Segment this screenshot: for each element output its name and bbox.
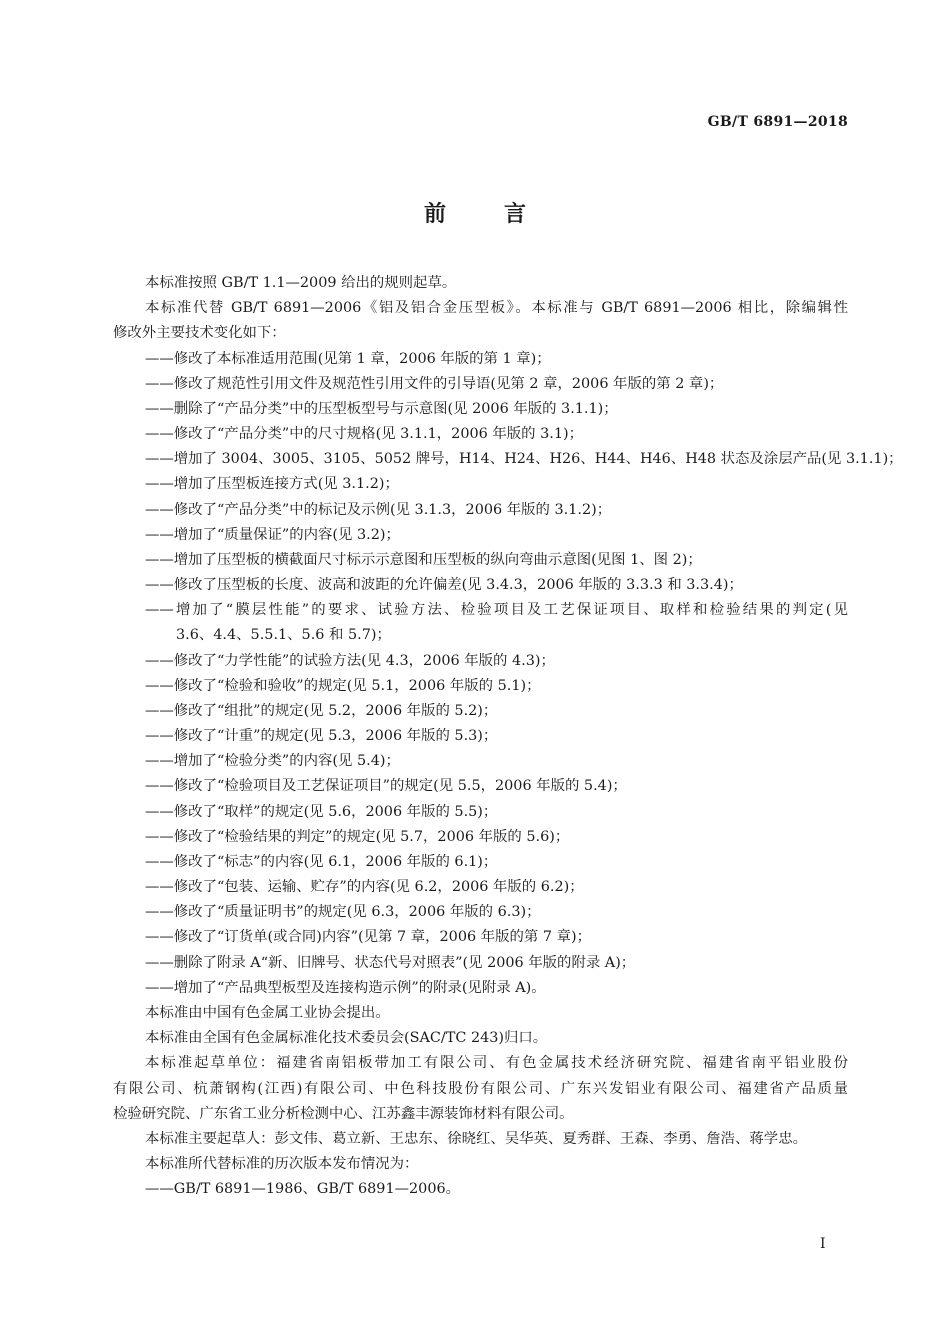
text-line: ——增加了压型板连接方式(见 3.1.2)； [145,476,399,493]
list-item [113,875,848,900]
history-list [113,1177,848,1202]
technical-changes-list [113,347,903,1001]
list-item [113,447,903,472]
text-line: ——修改了“计重”的规定(见 5.3，2006 年版的 5.3)； [145,728,498,745]
list-item [113,699,848,724]
list-item [113,850,848,875]
list-item [113,498,848,523]
text-line: 有限公司、杭萧钢构(江西)有限公司、中色科技股份有限公司、广东兴发铝业有限公司、福建省产品质量 [113,1080,848,1097]
list-item [113,422,848,447]
list-item [113,800,848,825]
text-line: ——增加了压型板的横截面尺寸标示示意图和压型板的纵向弯曲示意图(见图 1、图 2)； [145,551,702,568]
text-line: ——删除了附录 A“新、旧牌号、状态代号对照表”(见 2006 年版的附录 A)； [145,954,636,971]
text-line: ——修改了“产品分类”中的标记及示例(见 3.1.3，2006 年版的 3.1.2)； [145,501,612,518]
list-item [113,372,848,397]
text-line: ——增加了“产品典型板型及连接构造示例”的附录(见附录 A)。 [145,979,546,996]
text-line: 本标准按照 GB/T 1.1—2009 给出的规则起草。 [145,275,457,291]
list-item [113,397,848,422]
foreword-body [113,271,903,1202]
text-line: ——GB/T 6891—1986、GB/T 6891—2006。 [145,1181,461,1198]
list-item [113,774,848,799]
list-item [113,976,848,1001]
list-item [113,724,848,749]
paragraph [113,271,848,296]
text-line: ——增加了 3004、3005、3105、5052 牌号，H14、H24、H26、H44、H46、H48 状态及涂层产品(见 3.1.1)； [145,451,903,468]
list-item [113,472,848,497]
text-line: ——修改了规范性引用文件及规范性引用文件的引导语(见第 2 章，2006 年版的第 2 章)； [145,375,724,392]
text-line: 检验研究院、广东省工业分析检测中心、江苏鑫丰源装饰材料有限公司。 [113,1105,574,1122]
text-line: 本标准代替 GB/T 6891—2006《铝及铝合金压型板》。本标准与 GB/T 6891—2006 相比，除编辑性 [145,300,848,317]
list-item [113,951,848,976]
text-line: ——修改了“质量证明书”的规定(见 6.3，2006 年版的 6.3)； [145,904,541,921]
text-line: ——修改了“产品分类”中的尺寸规格(见 3.1.1，2006 年版的 3.1)； [145,426,583,443]
page-number: I [820,1236,826,1252]
intro-paragraphs [113,271,848,347]
paragraph [113,1152,848,1177]
list-item [113,925,848,950]
text-line: 本标准所代替标准的历次版本发布情况为： [145,1156,419,1173]
list-item [113,1177,848,1202]
page-title: 前言 [423,201,584,227]
paragraph [113,296,848,346]
list-item [113,548,848,573]
text-line: ——修改了“取样”的规定(见 5.6，2006 年版的 5.5)； [145,803,498,820]
list-item [113,649,848,674]
standard-number-header: GB/T 6891—2018 [707,114,848,130]
list-item [113,573,848,598]
text-line: ——修改了“检验项目及工艺保证项目”的规定(见 5.5，2006 年版的 5.4)； [145,778,627,795]
paragraph [113,1127,848,1152]
paragraph [113,1001,848,1026]
text-line: 本标准由全国有色金属标准化技术委员会(SAC/TC 243)归口。 [145,1030,548,1047]
text-line: ——增加了“质量保证”的内容(见 3.2)； [145,526,400,543]
text-line: ——修改了本标准适用范围(见第 1 章，2006 年版的第 1 章)； [145,350,551,367]
text-line: ——修改了压型板的长度、波高和波距的允许偏差(见 3.4.3，2006 年版的 3.3.3 和 3.3.4)； [145,577,743,594]
list-item [113,347,848,372]
list-item [113,523,848,548]
paragraph [113,1051,848,1127]
text-line: ——修改了“组批”的规定(见 5.2，2006 年版的 5.2)； [145,702,498,719]
closing-paragraphs [113,1001,848,1177]
text-line: ——修改了“标志”的内容(见 6.1，2006 年版的 6.1)； [145,853,498,870]
list-item [113,825,848,850]
list-item [113,749,848,774]
text-line: ——增加了“膜层性能”的要求、试验方法、检验项目及工艺保证项目、取样和检验结果的判定(见 [145,602,848,619]
text-line: ——增加了“检验分类”的内容(见 5.4)； [145,753,400,770]
text-line: ——修改了“检验和验收”的规定(见 5.1，2006 年版的 5.1)； [145,677,541,694]
text-line: ——删除了“产品分类”中的压型板型号与示意图(见 2006 年版的 3.1.1)； [145,400,618,417]
text-line: ——修改了“力学性能”的试验方法(见 4.3，2006 年版的 4.3)； [145,652,555,669]
text-line: ——修改了“订货单(或合同)内容”(见第 7 章，2006 年版的第 7 章)； [145,929,591,946]
text-line: 本标准起草单位：福建省南铝板带加工有限公司、有色金属技术经济研究院、福建省南平铝业股份 [145,1055,848,1072]
list-item [113,674,848,699]
list-item [113,900,848,925]
list-item [113,598,848,648]
text-line: 本标准由中国有色金属工业协会提出。 [145,1004,390,1021]
text-line: 3.6、4.4、5.5.1、5.6 和 5.7)； [176,627,391,644]
text-line: ——修改了“检验结果的判定”的规定(见 5.7，2006 年版的 5.6)； [145,828,570,845]
text-line: ——修改了“包装、运输、贮存”的内容(见 6.2，2006 年版的 6.2)； [145,879,584,896]
text-line: 修改外主要技术变化如下： [113,325,286,342]
text-line: 本标准主要起草人：彭文伟、葛立新、王忠东、徐晓红、吴华英、夏秀群、王森、李勇、詹浩、蒋学忠。 [145,1130,807,1147]
paragraph [113,1026,848,1051]
